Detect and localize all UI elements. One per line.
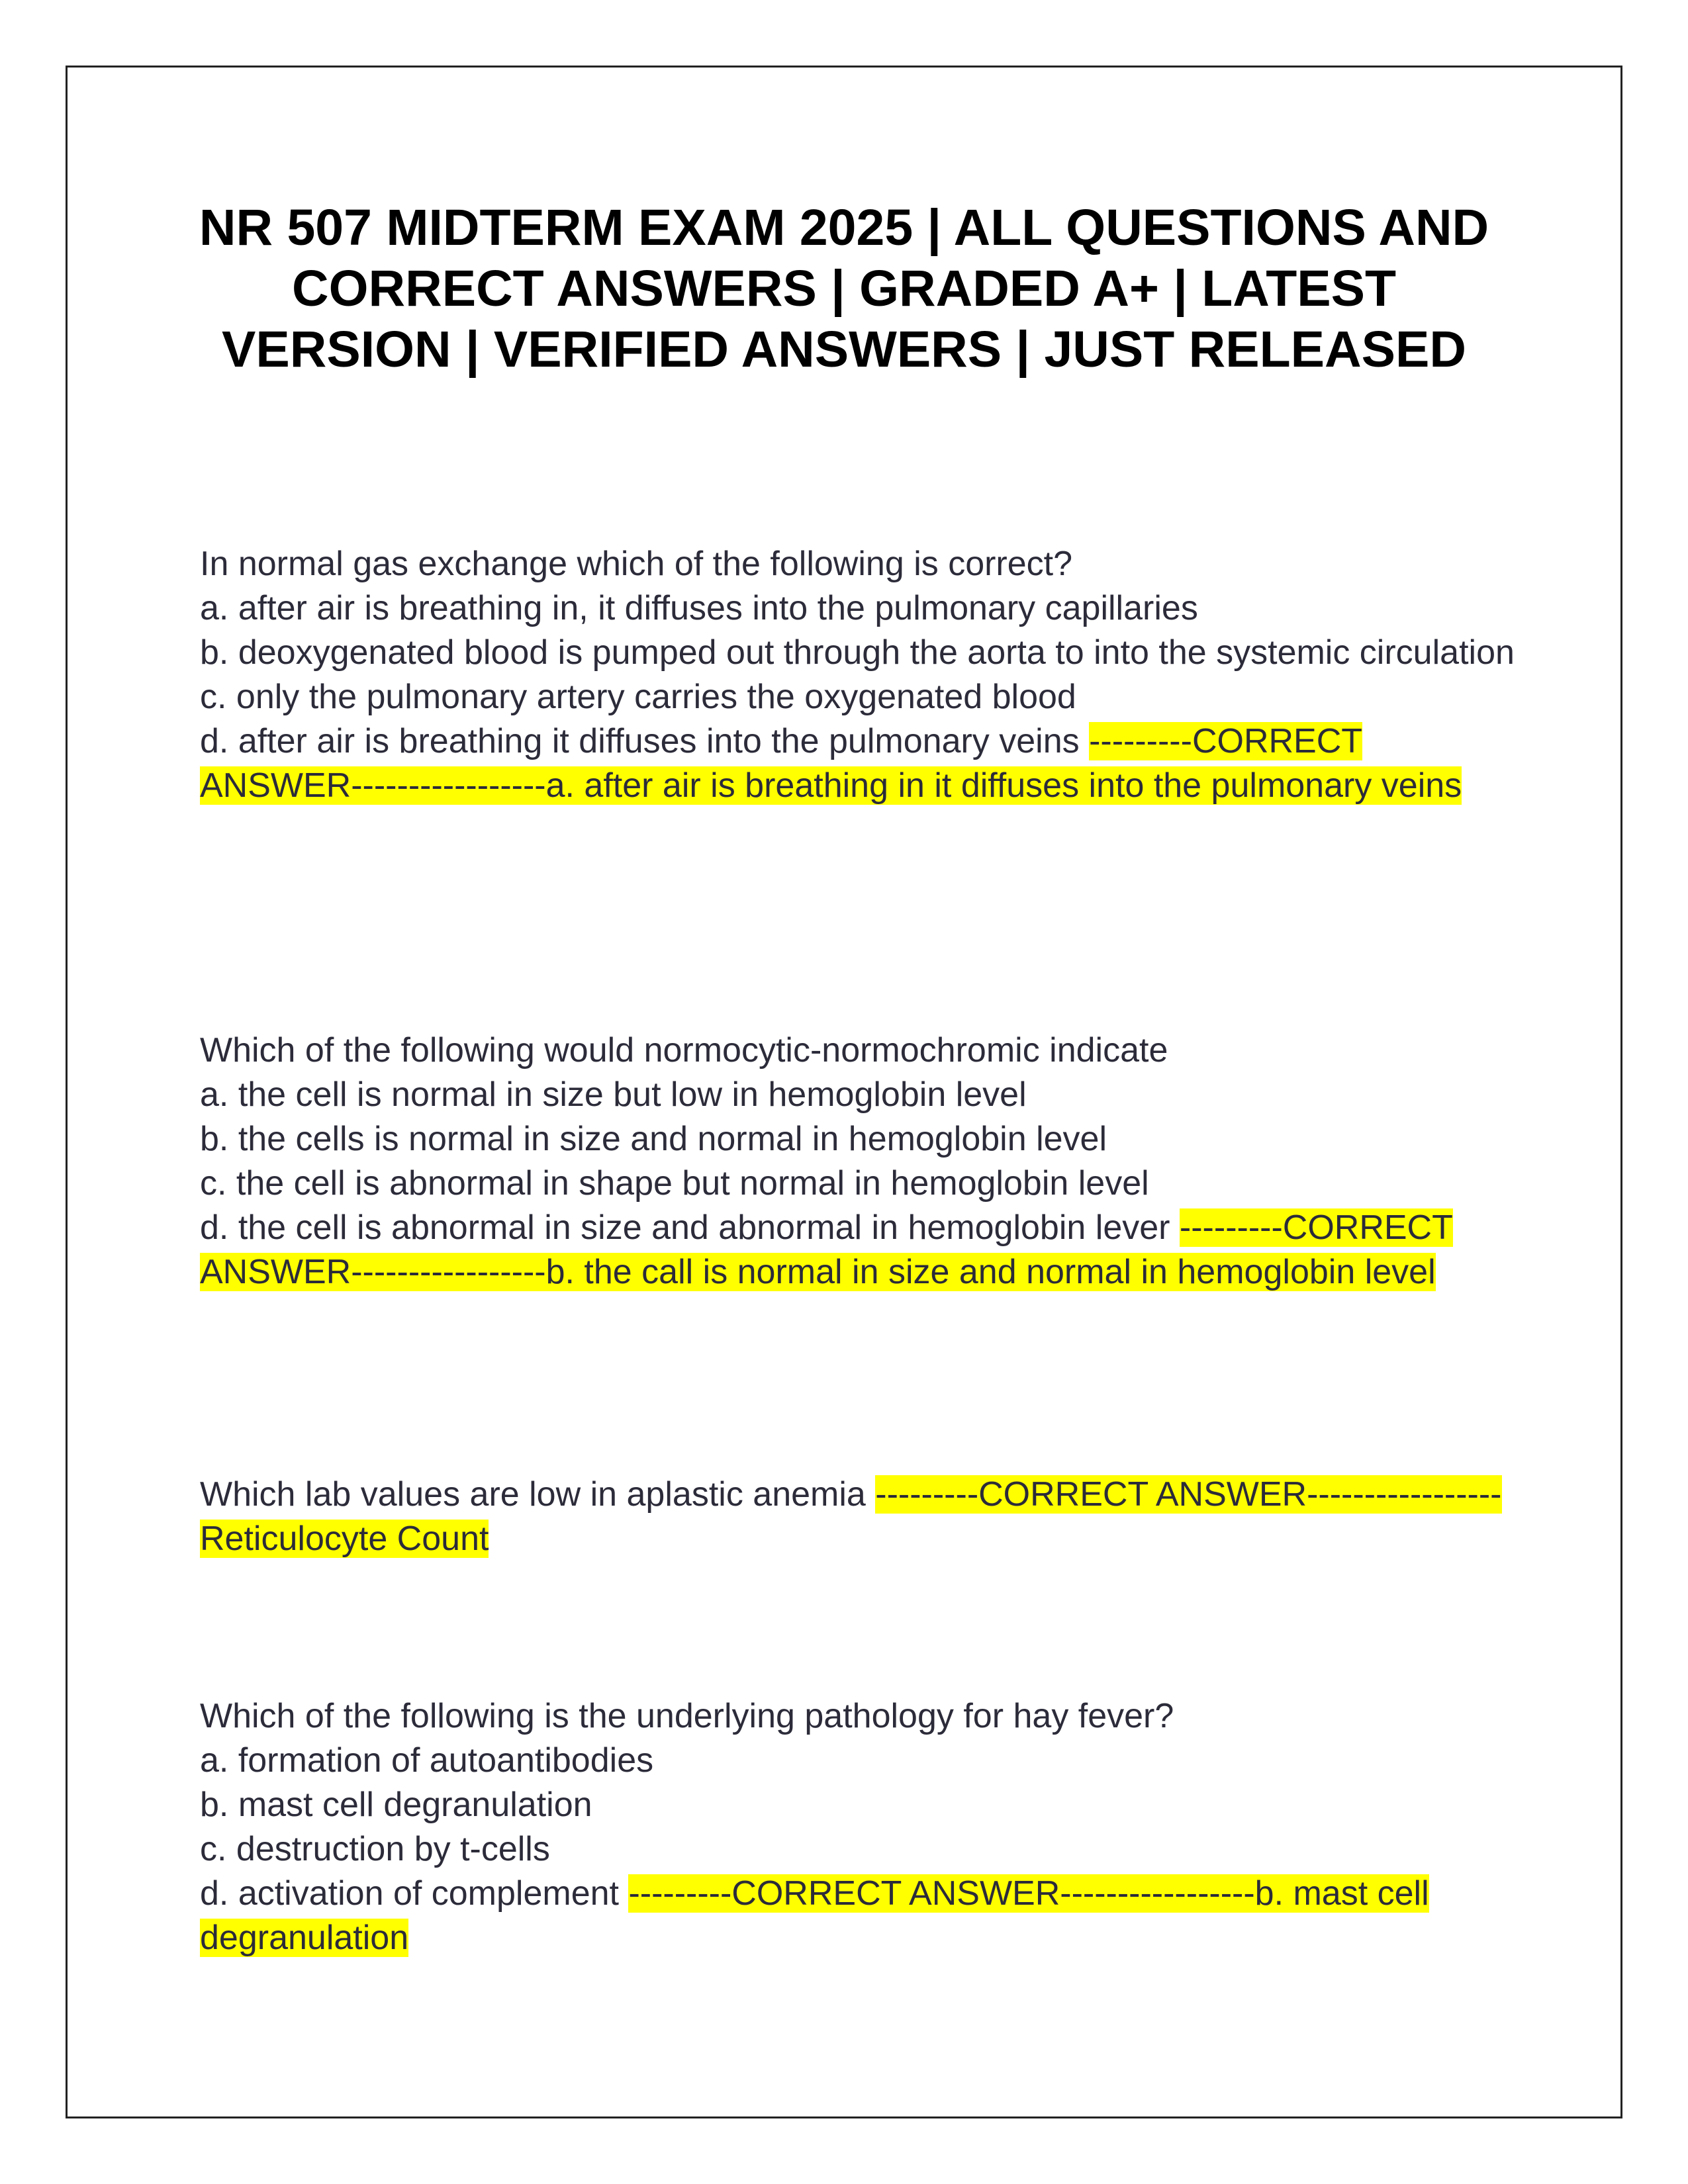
question-3-stem: Which lab values are low in aplastic anemia <box>200 1475 876 1514</box>
question-4-option-b: b. mast cell degranulation <box>200 1786 592 1824</box>
question-1-option-c: c. only the pulmonary artery carries the oxygenated blood <box>200 678 1076 716</box>
question-4 <box>200 1694 1517 1960</box>
question-3 <box>200 1473 1517 1561</box>
question-2-stem: Which of the following would normocytic-normochromic indicate <box>200 1031 1168 1069</box>
question-4-correct-answer: ---------CORRECT ANSWER-----------------b. mast cell degranulation <box>200 1874 1429 1957</box>
question-1-option-d: d. after air is breathing it diffuses into the pulmonary veins <box>200 722 1090 760</box>
question-2 <box>200 1028 1517 1295</box>
question-2-option-c: c. the cell is abnormal in shape but normal in hemoglobin level <box>200 1164 1149 1203</box>
question-1-stem: In normal gas exchange which of the following is correct? <box>200 545 1073 583</box>
question-4-option-a: a. formation of autoantibodies <box>200 1741 654 1780</box>
question-2-option-b: b. the cells is normal in size and normal in hemoglobin level <box>200 1120 1107 1158</box>
question-1 <box>200 542 1517 808</box>
question-1-option-a: a. after air is breathing in, it diffuses into the pulmonary capillaries <box>200 589 1198 627</box>
question-1-correct-answer: ---------CORRECT ANSWER-----------------a. after air is breathing in it diffuses into the pulmonary veins <box>200 722 1462 805</box>
question-2-option-a: a. the cell is normal in size but low in hemoglobin level <box>200 1075 1027 1114</box>
question-3-correct-answer: ---------CORRECT ANSWER-----------------Reticulocyte Count <box>200 1475 1502 1558</box>
question-4-option-c: c. destruction by t-cells <box>200 1830 550 1868</box>
question-4-option-d: d. activation of complement <box>200 1874 629 1913</box>
question-1-option-b: b. deoxygenated blood is pumped out through the aorta to into the systemic circulation <box>200 633 1515 672</box>
document-title: NR 507 MIDTERM EXAM 2025 | ALL QUESTIONS AND CORRECT ANSWERS | GRADED A+ | LATEST VERSION | VERIFIED ANSWERS | JUST RELEASED <box>199 199 1489 378</box>
question-2-option-d: d. the cell is abnormal in size and abnormal in hemoglobin lever <box>200 1208 1180 1247</box>
question-4-stem: Which of the following is the underlying pathology for hay fever? <box>200 1697 1174 1735</box>
question-2-correct-answer: ---------CORRECT ANSWER-----------------b. the call is normal in size and normal in hemoglobin level <box>200 1208 1453 1291</box>
